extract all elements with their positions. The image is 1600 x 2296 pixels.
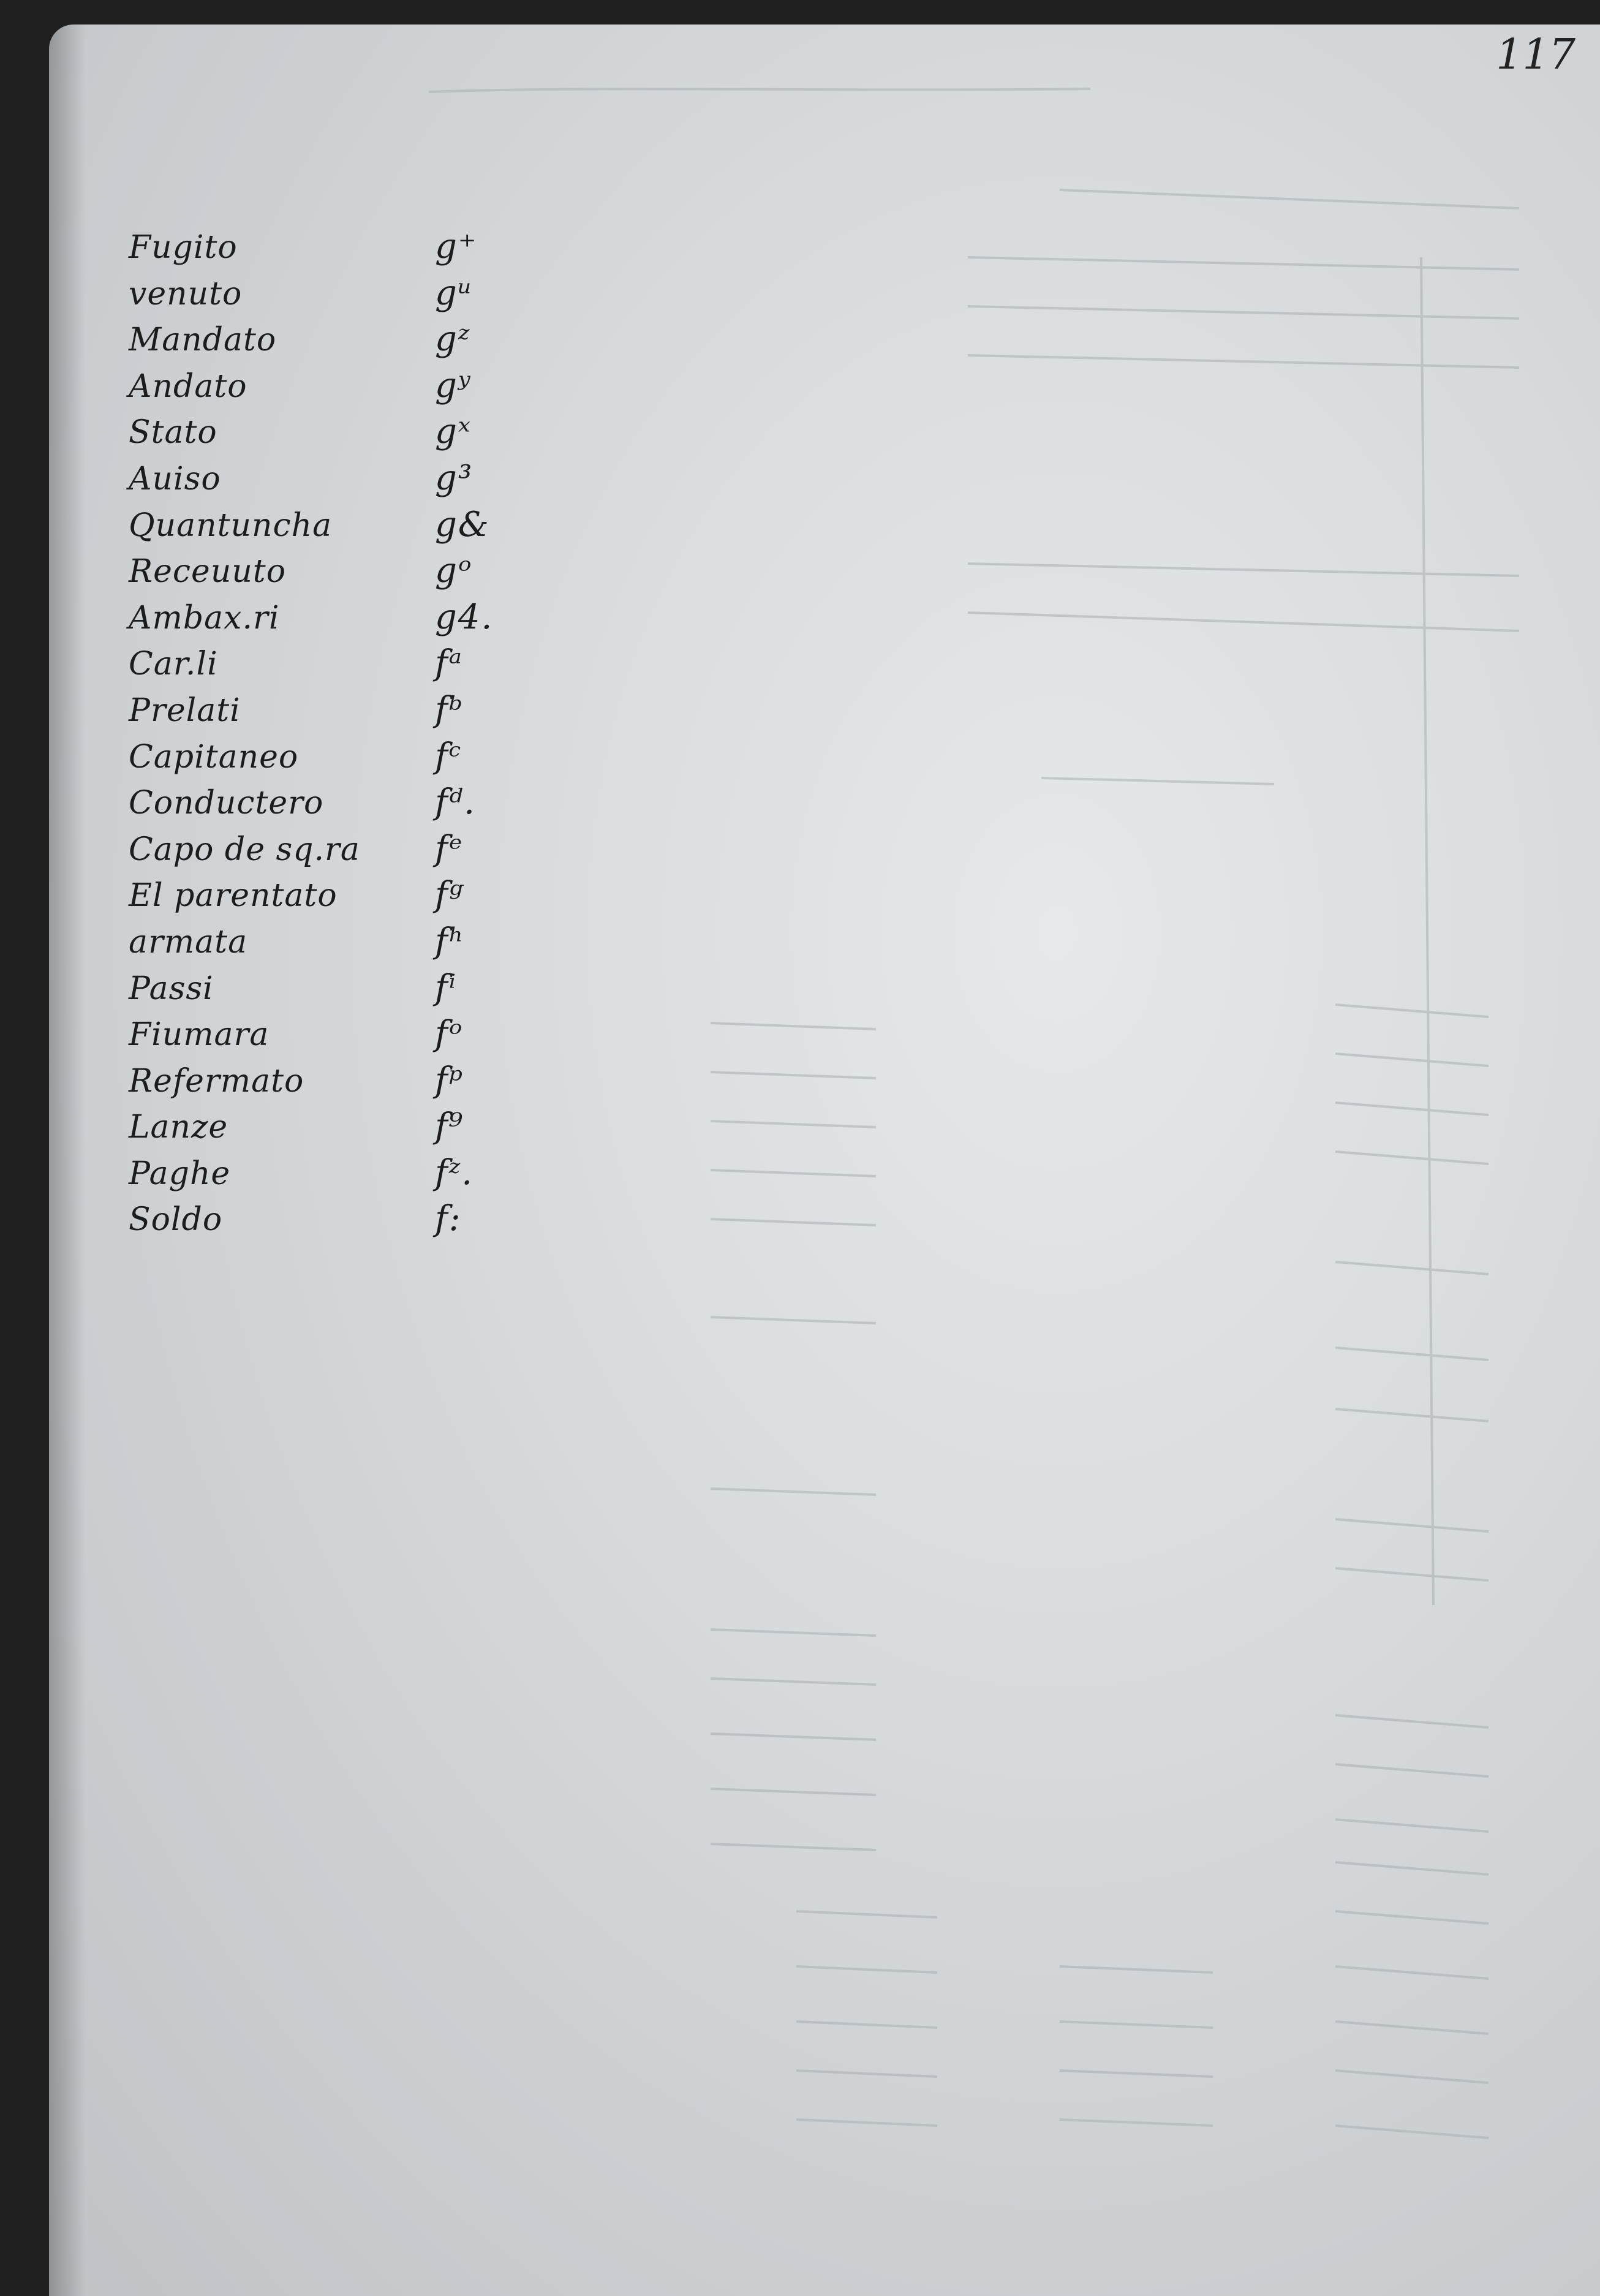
- cipher-symbol: fᵍ: [435, 875, 464, 915]
- key-word: venuto: [129, 275, 243, 312]
- key-word: Auiso: [129, 460, 221, 497]
- key-row: [129, 227, 680, 273]
- key-row: [129, 319, 680, 366]
- cipher-symbol: fⁱ: [435, 967, 457, 1008]
- key-row: [129, 921, 680, 968]
- key-word: Receuuto: [129, 553, 287, 591]
- key-word: Passi: [129, 970, 214, 1007]
- key-word: Capo de sq.ra: [129, 831, 360, 868]
- key-row: [129, 875, 680, 921]
- cipher-symbol: f⁹: [435, 1106, 464, 1147]
- cipher-symbol: f:: [435, 1199, 462, 1239]
- key-row: [129, 968, 680, 1014]
- key-row: [129, 412, 680, 458]
- key-row: [129, 1199, 680, 1245]
- key-word: Capitaneo: [129, 738, 299, 776]
- key-word: Stato: [129, 414, 217, 451]
- key-row: [129, 1060, 680, 1107]
- key-row: [129, 1106, 680, 1153]
- key-row: [129, 551, 680, 597]
- cipher-symbol: fᵈ.: [435, 782, 476, 823]
- key-word: Fugito: [129, 229, 238, 266]
- key-word: Paghe: [129, 1155, 231, 1192]
- cipher-symbol: fᵃ: [435, 643, 463, 684]
- key-word: Ambax.ri: [129, 599, 280, 636]
- key-word: Fiumara: [129, 1016, 270, 1054]
- cipher-symbol: fʰ: [435, 921, 465, 961]
- key-word: Lanze: [129, 1109, 228, 1146]
- key-word: Andato: [129, 368, 247, 405]
- key-word: Mandato: [129, 322, 277, 359]
- key-row: [129, 829, 680, 875]
- cipher-symbol: g⁺: [435, 227, 478, 266]
- key-row: [129, 273, 680, 320]
- cipher-symbol: g4.: [435, 597, 494, 637]
- key-word: Refermato: [129, 1062, 304, 1100]
- cipher-symbol: fᵒ: [435, 1014, 464, 1054]
- key-row: [129, 643, 680, 690]
- key-row: [129, 1153, 680, 1199]
- key-row: [129, 782, 680, 829]
- cipher-symbol: fᶜ: [435, 736, 462, 776]
- cipher-symbol: gᵘ: [435, 273, 474, 313]
- key-row: [129, 690, 680, 736]
- key-word: Quantuncha: [129, 507, 333, 544]
- cipher-symbol: fᵖ: [435, 1060, 464, 1100]
- key-row: [129, 505, 680, 551]
- cipher-symbol: gᶻ: [435, 319, 471, 360]
- key-row: [129, 736, 680, 783]
- key-word: Prelati: [129, 692, 241, 729]
- key-word: Soldo: [129, 1201, 223, 1239]
- cipher-symbol: gʸ: [435, 365, 472, 406]
- key-row: [129, 1014, 680, 1060]
- cipher-symbol: gᵒ: [435, 551, 473, 591]
- cipher-symbol: g&: [435, 504, 490, 545]
- cipher-symbol: fᶻ.: [435, 1152, 474, 1193]
- cipher-symbol: gˣ: [435, 412, 472, 452]
- key-word: Car.li: [129, 646, 218, 683]
- key-row: [129, 366, 680, 412]
- cipher-symbol: fᵇ: [435, 689, 464, 730]
- cipher-symbol: fᵉ: [435, 828, 464, 869]
- key-row: [129, 597, 680, 644]
- key-word: El parentato: [129, 877, 338, 915]
- cipher-symbol: g³: [435, 458, 474, 498]
- key-word: armata: [129, 923, 248, 961]
- key-row: [129, 458, 680, 505]
- key-word: Conductero: [129, 785, 324, 822]
- cipher-key-list: [129, 227, 680, 1245]
- manuscript-page: [49, 25, 1600, 2296]
- folio-number: 117: [1496, 31, 1575, 79]
- page-gutter-shadow: [49, 25, 86, 2296]
